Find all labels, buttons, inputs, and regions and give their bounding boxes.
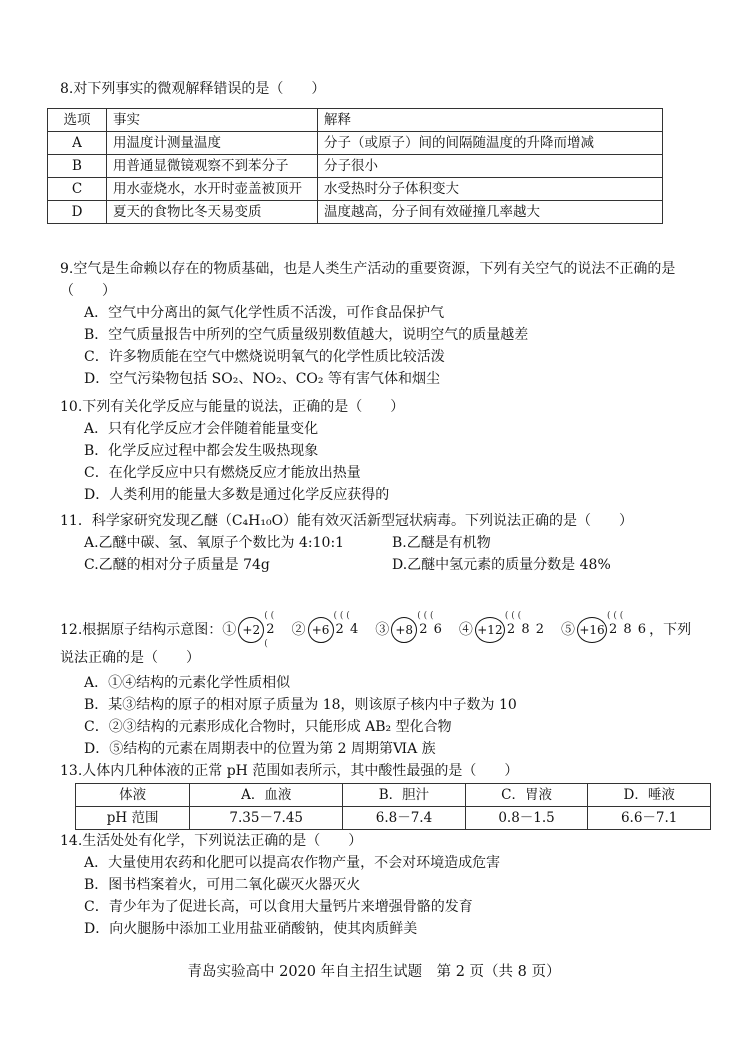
option-a: A.乙醚中碳、氢、氧原子个数比为 4:10:1 <box>84 535 345 551</box>
options-row <box>60 554 700 576</box>
question-14-stem: 14.生活处处有化学，下列说法正确的是（ ） <box>60 833 363 849</box>
nucleus: +2 <box>238 617 264 643</box>
electron-shells: ( ( ( 2 6 <box>419 616 443 644</box>
table-cell: C <box>48 178 107 201</box>
table-cell: D．唾液 <box>588 784 711 807</box>
question-11 <box>60 510 700 576</box>
table-cell: pH 范围 <box>76 807 190 830</box>
option-d: D.乙醚中氢元素的质量分数是 48% <box>392 557 611 573</box>
question-8-stem: 8.对下列事实的微观解释错误的是（ ） <box>60 81 326 97</box>
table-cell: D <box>48 201 107 224</box>
nucleus: +16 <box>577 617 607 643</box>
table-cell: 用水壶烧水，水开时壶盖被顶开 <box>107 178 318 201</box>
option-c: C．②③结构的元素形成化合物时，只能形成 AB₂ 型化合物 <box>84 719 452 735</box>
option-d: D．人类利用的能量大多数是通过化学反应获得的 <box>84 487 390 503</box>
table-cell: 选项 <box>48 109 107 132</box>
option-b: B.乙醚是有机物 <box>392 535 491 551</box>
option-c: C．青少年为了促进长高，可以食用大量钙片来增强骨骼的发育 <box>84 899 473 915</box>
electron-shells: ( ( ( 2 4 <box>336 616 360 644</box>
option-b: B．空气质量报告中所列的空气质量级别数值越大，说明空气的质量越差 <box>84 327 529 343</box>
option-c: C．在化学反应中只有燃烧反应才能放出热量 <box>84 465 361 481</box>
question-10 <box>60 396 700 506</box>
table-row <box>48 178 663 201</box>
table-cell: 解释 <box>318 109 663 132</box>
table-row <box>48 201 663 224</box>
option-a: A．大量使用农药和化肥可以提高农作物产量，不会对环境造成危害 <box>84 855 501 871</box>
question-8-table <box>47 108 663 224</box>
atom-label: ③ <box>375 622 390 638</box>
table-cell: 用普通显微镜观察不到苯分子 <box>107 155 318 178</box>
table-row <box>76 807 711 830</box>
table-cell: C．胃液 <box>465 784 588 807</box>
table-cell: 分子（或原子）间的间隔随温度的升降而增减 <box>318 132 663 155</box>
electron-shells: ( ( ( 2 <box>266 616 275 644</box>
option-b: B．图书档案着火，可用二氧化碳灭火器灭火 <box>84 877 361 893</box>
option-c: C.乙醚的相对分子质量是 74g <box>84 557 270 573</box>
table-cell: B．胆汁 <box>343 784 466 807</box>
atom-diagram-3 <box>391 616 443 644</box>
question-13-table <box>75 783 711 830</box>
stem-text: 12.根据原子结构示意图： <box>60 622 223 638</box>
question-13-stem: 13.人体内几种体液的正常 pH 范围如表所示，其中酸性最强的是（ ） <box>60 763 519 779</box>
table-cell: 水受热时分子体积变大 <box>318 178 663 201</box>
table-row <box>48 155 663 178</box>
question-12 <box>60 616 700 760</box>
table-row <box>48 132 663 155</box>
table-cell: B <box>48 155 107 178</box>
atom-diagram-1 <box>238 616 275 644</box>
option-d: D．空气污染物包括 SO₂、NO₂、CO₂ 等有害气体和烟尘 <box>84 371 440 387</box>
table-cell: 温度越高，分子间有效碰撞几率越大 <box>318 201 663 224</box>
table-cell: 分子很小 <box>318 155 663 178</box>
question-13 <box>60 760 700 782</box>
option-a: A．①④结构的元素化学性质相似 <box>84 675 291 691</box>
question-10-stem: 10.下列有关化学反应与能量的说法，正确的是（ ） <box>60 399 405 415</box>
table-cell: 0.8－1.5 <box>465 807 588 830</box>
nucleus: +6 <box>308 617 334 643</box>
table-cell: 7.35－7.45 <box>190 807 343 830</box>
atom-diagram-5 <box>577 616 647 644</box>
table-row <box>48 109 663 132</box>
question-9 <box>60 258 700 390</box>
atom-diagram-2 <box>308 616 360 644</box>
atom-label: ④ <box>458 622 473 638</box>
option-b: B．某③结构的原子的相对原子质量为 18，则该原子核内中子数为 10 <box>84 697 517 713</box>
question-11-stem: 11．科学家研究发现乙醚（C₄H₁₀O）能有效灭活新型冠状病毒。下列说法正确的是（ ） <box>60 513 634 529</box>
electron-shells: ( ( ( 2 8 2 <box>507 616 545 644</box>
option-c: C．许多物质能在空气中燃烧说明氧气的化学性质比较活泼 <box>84 349 445 365</box>
table-row <box>76 784 711 807</box>
table-cell: A．血液 <box>190 784 343 807</box>
nucleus: +12 <box>475 617 505 643</box>
option-d: D．向火腿肠中添加工业用盐亚硝酸钠，使其肉质鲜美 <box>84 921 418 937</box>
atom-label: ⑤ <box>561 622 575 638</box>
table-cell: 用温度计测量温度 <box>107 132 318 155</box>
table-cell: A <box>48 132 107 155</box>
stem-text: ，下列说法正确的是（ ） <box>60 622 692 666</box>
table-cell: 6.8－7.4 <box>343 807 466 830</box>
electron-shells: ( ( ( 2 8 6 <box>609 616 647 644</box>
table-cell: 体液 <box>76 784 190 807</box>
atom-label: ② <box>291 622 306 638</box>
page-footer: 青岛实验高中 2020 年自主招生试题 第 2 页（共 8 页） <box>187 964 561 980</box>
table-cell: 夏天的食物比冬天易变质 <box>107 201 318 224</box>
options-row <box>60 532 700 554</box>
question-12-stem <box>60 616 700 672</box>
option-b: B．化学反应过程中都会发生吸热现象 <box>84 443 319 459</box>
nucleus: +8 <box>391 617 417 643</box>
question-9-stem: 9.空气是生命赖以存在的物质基础，也是人类生产活动的重要资源，下列有关空气的说法不正确的是（ ） <box>60 261 676 299</box>
option-a: A．空气中分离出的氮气化学性质不活泼，可作食品保护气 <box>84 305 445 321</box>
question-8 <box>60 78 700 100</box>
option-a: A．只有化学反应才会伴随着能量变化 <box>84 421 319 437</box>
atom-diagram-4 <box>475 616 545 644</box>
table-cell: 6.6－7.1 <box>588 807 711 830</box>
option-d: D．⑤结构的元素在周期表中的位置为第 2 周期第ⅥA 族 <box>84 741 436 757</box>
atom-label: ① <box>222 622 237 638</box>
question-14 <box>60 830 700 940</box>
table-cell: 事实 <box>107 109 318 132</box>
